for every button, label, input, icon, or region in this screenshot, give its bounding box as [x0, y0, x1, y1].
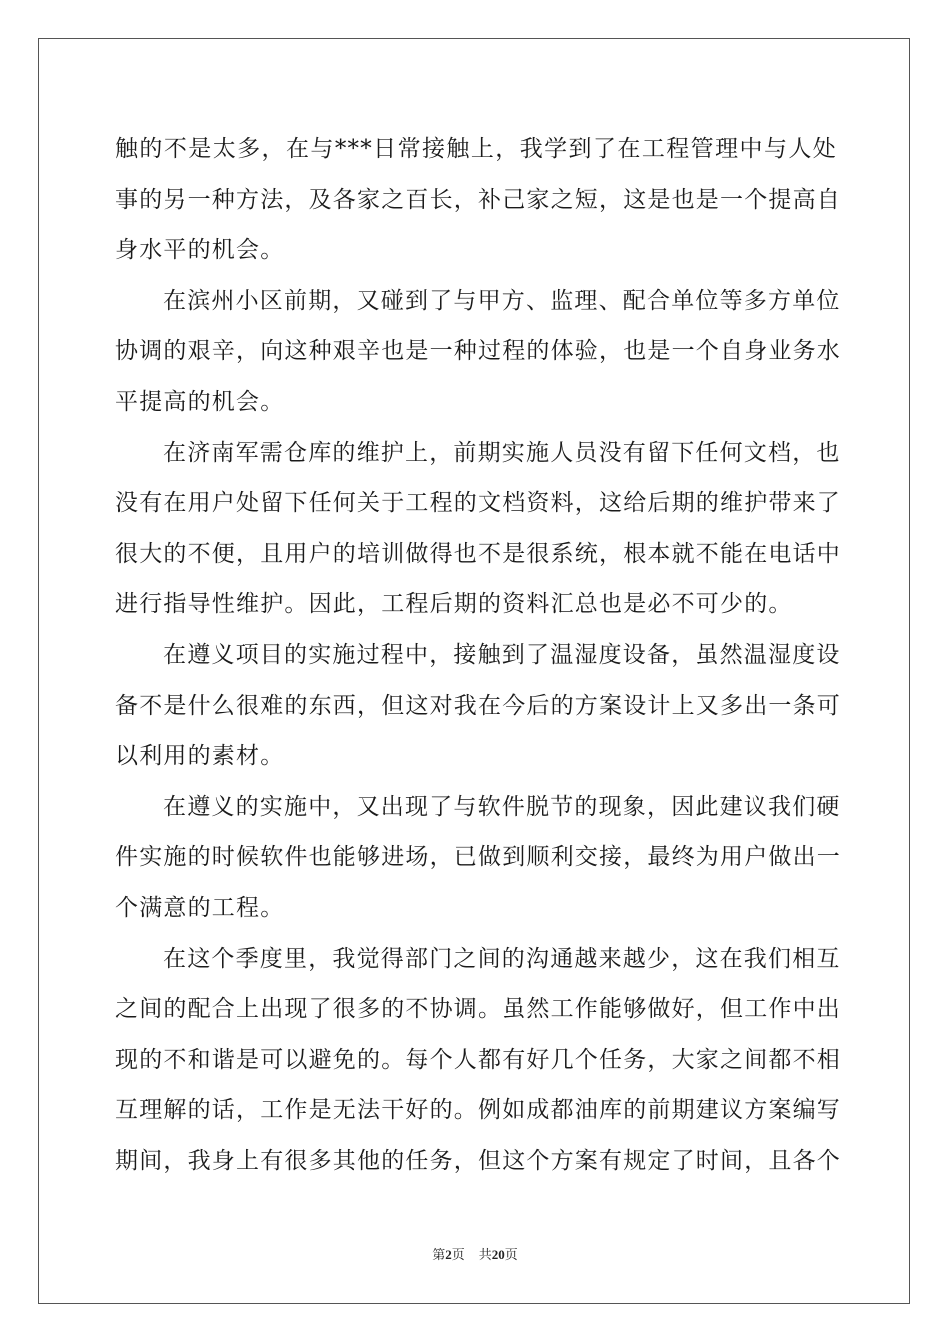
text-line: 平提高的机会。	[115, 388, 285, 415]
text-line: 进行指导性维护。因此，工程后期的资料汇总也是必不可少的。	[115, 591, 793, 618]
page-prefix: 第	[432, 1247, 446, 1262]
total-pages: 20	[491, 1247, 505, 1262]
text-line: 协调的艰辛，向这种艰辛也是一种过程的体验，也是一个自身业务水	[115, 338, 841, 365]
text-line: 事的另一种方法，及各家之百长，补己家之短，这是也是一个提高自	[115, 186, 841, 213]
page-suffix: 页	[451, 1247, 465, 1262]
text-line: 在遵义的实施中，又出现了与软件脱节的现象，因此建议我们硬	[163, 793, 841, 820]
text-line: 个满意的工程。	[115, 894, 285, 921]
text-line: 期间，我身上有很多其他的任务，但这个方案有规定了时间，且各个	[115, 1147, 841, 1174]
text-line: 以利用的素材。	[115, 743, 285, 770]
text-line: 在这个季度里，我觉得部门之间的沟通越来越少，这在我们相互	[163, 945, 841, 972]
text-line: 没有在用户处留下任何关于工程的文档资料，这给后期的维护带来了	[115, 490, 841, 517]
text-line: 件实施的时候软件也能够进场，已做到顺利交接，最终为用户做出一	[115, 844, 841, 871]
total-prefix: 共	[478, 1247, 492, 1262]
text-line: 现的不和谐是可以避免的。每个人都有好几个任务，大家之间都不相	[115, 1046, 841, 1073]
text-line: 在遵义项目的实施过程中，接触到了温湿度设备，虽然温湿度设	[163, 641, 841, 668]
page-footer	[0, 1246, 950, 1264]
text-line: 在滨州小区前期，又碰到了与甲方、监理、配合单位等多方单位	[163, 287, 841, 314]
page-number: 2	[445, 1247, 452, 1262]
text-line: 互理解的话，工作是无法干好的。例如成都油库的前期建议方案编写	[115, 1097, 841, 1124]
text-line: 身水平的机会。	[115, 237, 285, 264]
text-line: 在济南军需仓库的维护上，前期实施人员没有留下任何文档，也	[163, 439, 841, 466]
text-line: 很大的不便，且用户的培训做得也不是很系统，根本就不能在电话中	[115, 540, 841, 567]
total-suffix: 页	[504, 1247, 518, 1262]
text-line: 触的不是太多，在与***日常接触上，我学到了在工程管理中与人处	[115, 136, 837, 162]
text-line: 之间的配合上出现了很多的不协调。虽然工作能够做好，但工作中出	[115, 996, 841, 1023]
document-body	[115, 124, 841, 1186]
text-line: 备不是什么很难的东西，但这对我在今后的方案设计上又多出一条可	[115, 692, 841, 719]
